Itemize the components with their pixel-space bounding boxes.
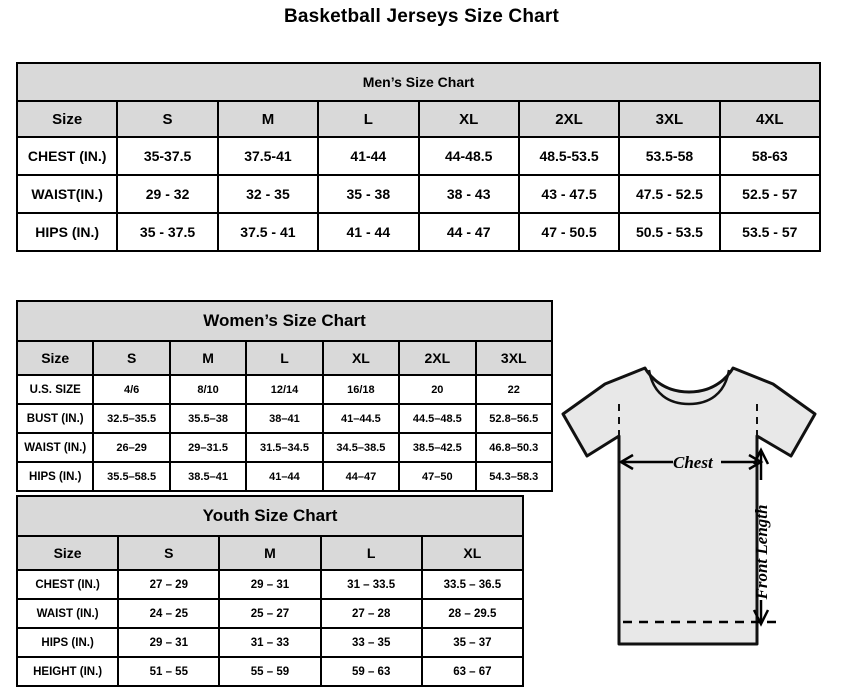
cell-chest-l: 31 – 33.5 <box>321 570 422 599</box>
cell-waist-xl: 28 – 29.5 <box>422 599 523 628</box>
cell-waist-3xl: 47.5 - 52.5 <box>619 175 719 213</box>
cell-height-xl: 63 – 67 <box>422 657 523 686</box>
cell-chest-l: 41-44 <box>318 137 418 175</box>
cell-hips-3xl: 50.5 - 53.5 <box>619 213 719 251</box>
cell-hips-l: 41 - 44 <box>318 213 418 251</box>
cell-chest-s: 35-37.5 <box>117 137 217 175</box>
cell-height-s: 51 – 55 <box>118 657 219 686</box>
col-head-3xl: 3XL <box>619 101 719 137</box>
col-head-2xl: 2XL <box>399 341 475 375</box>
table-row <box>17 657 523 686</box>
table-row <box>17 404 552 433</box>
cell-chest-2xl: 48.5-53.5 <box>519 137 619 175</box>
cell-waist-2xl: 43 - 47.5 <box>519 175 619 213</box>
col-head-l: L <box>321 536 422 570</box>
womens-size-chart <box>16 300 553 492</box>
youth-size-chart <box>16 495 524 687</box>
cell-chest-xl: 33.5 – 36.5 <box>422 570 523 599</box>
cell-bust-l: 38–41 <box>246 404 322 433</box>
cell-waist-l: 31.5–34.5 <box>246 433 322 462</box>
cell-height-m: 55 – 59 <box>219 657 320 686</box>
row-label-chest: CHEST (IN.) <box>17 570 118 599</box>
col-head-l: L <box>318 101 418 137</box>
cell-bust-xl: 41–44.5 <box>323 404 399 433</box>
table-row <box>17 536 523 570</box>
cell-hips-xl: 44–47 <box>323 462 399 491</box>
cell-hips-2xl: 47 - 50.5 <box>519 213 619 251</box>
col-head-xl: XL <box>422 536 523 570</box>
cell-waist-m: 25 – 27 <box>219 599 320 628</box>
cell-waist-4xl: 52.5 - 57 <box>720 175 820 213</box>
col-head-2xl: 2XL <box>519 101 619 137</box>
cell-waist-xl: 34.5–38.5 <box>323 433 399 462</box>
row-label-height: HEIGHT (IN.) <box>17 657 118 686</box>
row-label-waist: WAIST(IN.) <box>17 175 117 213</box>
cell-hips-m: 31 – 33 <box>219 628 320 657</box>
cell-bust-m: 35.5–38 <box>170 404 246 433</box>
chest-label: Chest <box>673 453 713 472</box>
col-head-4xl: 4XL <box>720 101 820 137</box>
front-length-label: Front Length <box>752 504 771 600</box>
row-label-hips: HIPS (IN.) <box>17 462 93 491</box>
table-row <box>17 175 820 213</box>
cell-waist-xl: 38 - 43 <box>419 175 519 213</box>
table-header-band <box>17 496 523 536</box>
cell-chest-s: 27 – 29 <box>118 570 219 599</box>
cell-bust-s: 32.5–35.5 <box>93 404 169 433</box>
col-head-s: S <box>93 341 169 375</box>
row-label-hips: HIPS (IN.) <box>17 628 118 657</box>
tshirt-icon <box>563 368 815 644</box>
cell-chest-3xl: 53.5-58 <box>619 137 719 175</box>
col-head-xl: XL <box>323 341 399 375</box>
row-label-hips: HIPS (IN.) <box>17 213 117 251</box>
cell-hips-l: 41–44 <box>246 462 322 491</box>
shirt-measurement-diagram <box>545 352 835 662</box>
cell-hips-m: 38.5–41 <box>170 462 246 491</box>
table-row <box>17 462 552 491</box>
col-head-s: S <box>117 101 217 137</box>
cell-hips-s: 29 – 31 <box>118 628 219 657</box>
table-row <box>17 570 523 599</box>
cell-chest-4xl: 58-63 <box>720 137 820 175</box>
table-header-band <box>17 301 552 341</box>
mens-size-chart <box>16 62 821 252</box>
col-head-m: M <box>219 536 320 570</box>
table-row <box>17 341 552 375</box>
table-header-band <box>17 63 820 101</box>
cell-height-l: 59 – 63 <box>321 657 422 686</box>
cell-ussize-s: 4/6 <box>93 375 169 404</box>
cell-waist-3xl: 46.8–50.3 <box>476 433 552 462</box>
cell-waist-l: 27 – 28 <box>321 599 422 628</box>
cell-waist-l: 35 - 38 <box>318 175 418 213</box>
cell-ussize-xl: 16/18 <box>323 375 399 404</box>
cell-waist-m: 32 - 35 <box>218 175 318 213</box>
youth-chart-title: Youth Size Chart <box>17 496 523 536</box>
cell-bust-3xl: 52.8–56.5 <box>476 404 552 433</box>
table-row <box>17 433 552 462</box>
cell-hips-l: 33 – 35 <box>321 628 422 657</box>
col-head-size: Size <box>17 536 118 570</box>
cell-hips-s: 35 - 37.5 <box>117 213 217 251</box>
cell-chest-m: 29 – 31 <box>219 570 320 599</box>
cell-hips-3xl: 54.3–58.3 <box>476 462 552 491</box>
table-row <box>17 101 820 137</box>
row-label-waist: WAIST (IN.) <box>17 433 93 462</box>
col-head-size: Size <box>17 101 117 137</box>
table-row <box>17 213 820 251</box>
mens-chart-title: Men’s Size Chart <box>17 63 820 101</box>
table-row <box>17 137 820 175</box>
cell-hips-4xl: 53.5 - 57 <box>720 213 820 251</box>
table-row <box>17 375 552 404</box>
col-head-m: M <box>170 341 246 375</box>
womens-chart-title: Women’s Size Chart <box>17 301 552 341</box>
cell-bust-2xl: 44.5–48.5 <box>399 404 475 433</box>
cell-hips-s: 35.5–58.5 <box>93 462 169 491</box>
cell-waist-m: 29–31.5 <box>170 433 246 462</box>
row-label-chest: CHEST (IN.) <box>17 137 117 175</box>
cell-hips-xl: 44 - 47 <box>419 213 519 251</box>
col-head-m: M <box>218 101 318 137</box>
cell-hips-xl: 35 – 37 <box>422 628 523 657</box>
row-label-bust: BUST (IN.) <box>17 404 93 433</box>
page-title: Basketball Jerseys Size Chart <box>283 6 560 27</box>
cell-ussize-l: 12/14 <box>246 375 322 404</box>
cell-chest-m: 37.5-41 <box>218 137 318 175</box>
col-head-xl: XL <box>419 101 519 137</box>
cell-ussize-2xl: 20 <box>399 375 475 404</box>
row-label-waist: WAIST (IN.) <box>17 599 118 628</box>
col-head-s: S <box>118 536 219 570</box>
col-head-3xl: 3XL <box>476 341 552 375</box>
cell-waist-2xl: 38.5–42.5 <box>399 433 475 462</box>
row-label-us-size: U.S. SIZE <box>17 375 93 404</box>
col-head-l: L <box>246 341 322 375</box>
table-row <box>17 599 523 628</box>
cell-waist-s: 26–29 <box>93 433 169 462</box>
col-head-size: Size <box>17 341 93 375</box>
table-row <box>17 628 523 657</box>
cell-ussize-3xl: 22 <box>476 375 552 404</box>
cell-hips-m: 37.5 - 41 <box>218 213 318 251</box>
cell-ussize-m: 8/10 <box>170 375 246 404</box>
cell-chest-xl: 44-48.5 <box>419 137 519 175</box>
cell-hips-2xl: 47–50 <box>399 462 475 491</box>
cell-waist-s: 24 – 25 <box>118 599 219 628</box>
cell-waist-s: 29 - 32 <box>117 175 217 213</box>
